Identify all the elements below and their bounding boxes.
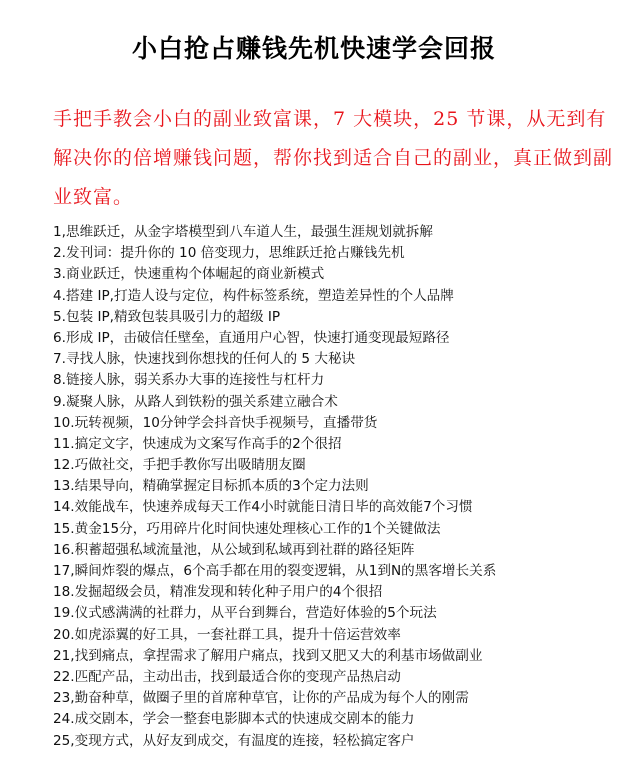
lesson-item: 18.发掘超级会员，精准发现和转化种子用户的4个很招 bbox=[53, 584, 383, 601]
lesson-item: 7.寻找人脉，快速找到你想找的任何人的 5 大秘诀 bbox=[53, 351, 356, 368]
lesson-item: 2.发刊词：提升你的 10 倍变现力，思维跃迁抢占赚钱先机 bbox=[53, 245, 405, 262]
lesson-item: 1,思维跃迁，从金字塔模型到八车道人生，最强生涯规划就拆解 bbox=[53, 224, 433, 240]
course-intro: 手把手教会小白的副业致富课，7 大模块，25 节课，从无到有解决你的倍增赚钱问题，帮你找到适合自己的副业，真正做到副业致富。 bbox=[53, 108, 614, 208]
lesson-item: 14.效能战车，快速养成每天工作4小时就能日清日毕的高效能7个习惯 bbox=[53, 499, 473, 516]
lesson-item: 4.搭建 IP,打造人设与定位，构件标签系统，塑造差异性的个人品牌 bbox=[53, 287, 454, 304]
lesson-item: 21,找到痛点，拿捏需求了解用户痛点，找到又肥又大的利基市场做副业 bbox=[53, 647, 483, 664]
lesson-item: 11.搞定文字，快速成为文案写作高手的2个很招 bbox=[53, 435, 342, 452]
lesson-item: 22.匹配产品，主动出击，找到最适合你的变现产品热启动 bbox=[53, 668, 401, 685]
lesson-item: 16.积蓄超强私域流量池，从公域到私域再到社群的路径矩阵 bbox=[53, 541, 415, 558]
page-title: 小白抢占赚钱先机快速学会回报 bbox=[131, 34, 496, 63]
lesson-item: 13.结果导向，精确掌握定目标抓本质的3个定力法则 bbox=[53, 478, 369, 495]
lesson-item: 20.如虎添翼的好工具，一套社群工具，提升十倍运营效率 bbox=[53, 626, 401, 643]
lesson-item: 15.黄金15分，巧用碎片化时间快速处理核心工作的1个关键做法 bbox=[53, 520, 441, 537]
lesson-item: 19.仪式感满满的社群力，从平台到舞台，营造好体验的5个玩法 bbox=[53, 605, 437, 622]
lesson-item: 17,瞬间炸裂的爆点，6个高手都在用的裂变逻辑，从1到N的黑客增长关系 bbox=[53, 563, 497, 579]
lesson-item: 12.巧做社交，手把手教你写出吸睛朋友圈 bbox=[53, 457, 306, 474]
lesson-item: 3.商业跃迁，快速重构个体崛起的商业新模式 bbox=[53, 266, 325, 283]
lesson-item: 23,勤奋种草，做圈子里的首席种草官，让你的产品成为每个人的刚需 bbox=[53, 690, 469, 707]
lesson-item: 10.玩转视频，10分钟学会抖音快手视频号，直播带货 bbox=[53, 414, 378, 431]
lesson-item: 24.成交剧本，学会一整套电影脚本式的快速成交剧本的能力 bbox=[53, 711, 415, 728]
lesson-item: 6.形成 IP，击破信任壁垒，直通用户心智，快速打通变现最短路径 bbox=[53, 329, 450, 346]
lesson-list bbox=[53, 222, 623, 752]
lesson-item: 5.包装 IP,精致包装具吸引力的超级 IP bbox=[53, 308, 281, 325]
lesson-item: 8.链接人脉，弱关系办大事的连接性与杠杆力 bbox=[53, 372, 325, 389]
lesson-item: 9.凝聚人脉，从路人到铁粉的强关系建立融合术 bbox=[53, 393, 338, 410]
lesson-item: 25,变现方式，从好友到成交，有温度的连接，轻松搞定客户 bbox=[53, 732, 415, 749]
